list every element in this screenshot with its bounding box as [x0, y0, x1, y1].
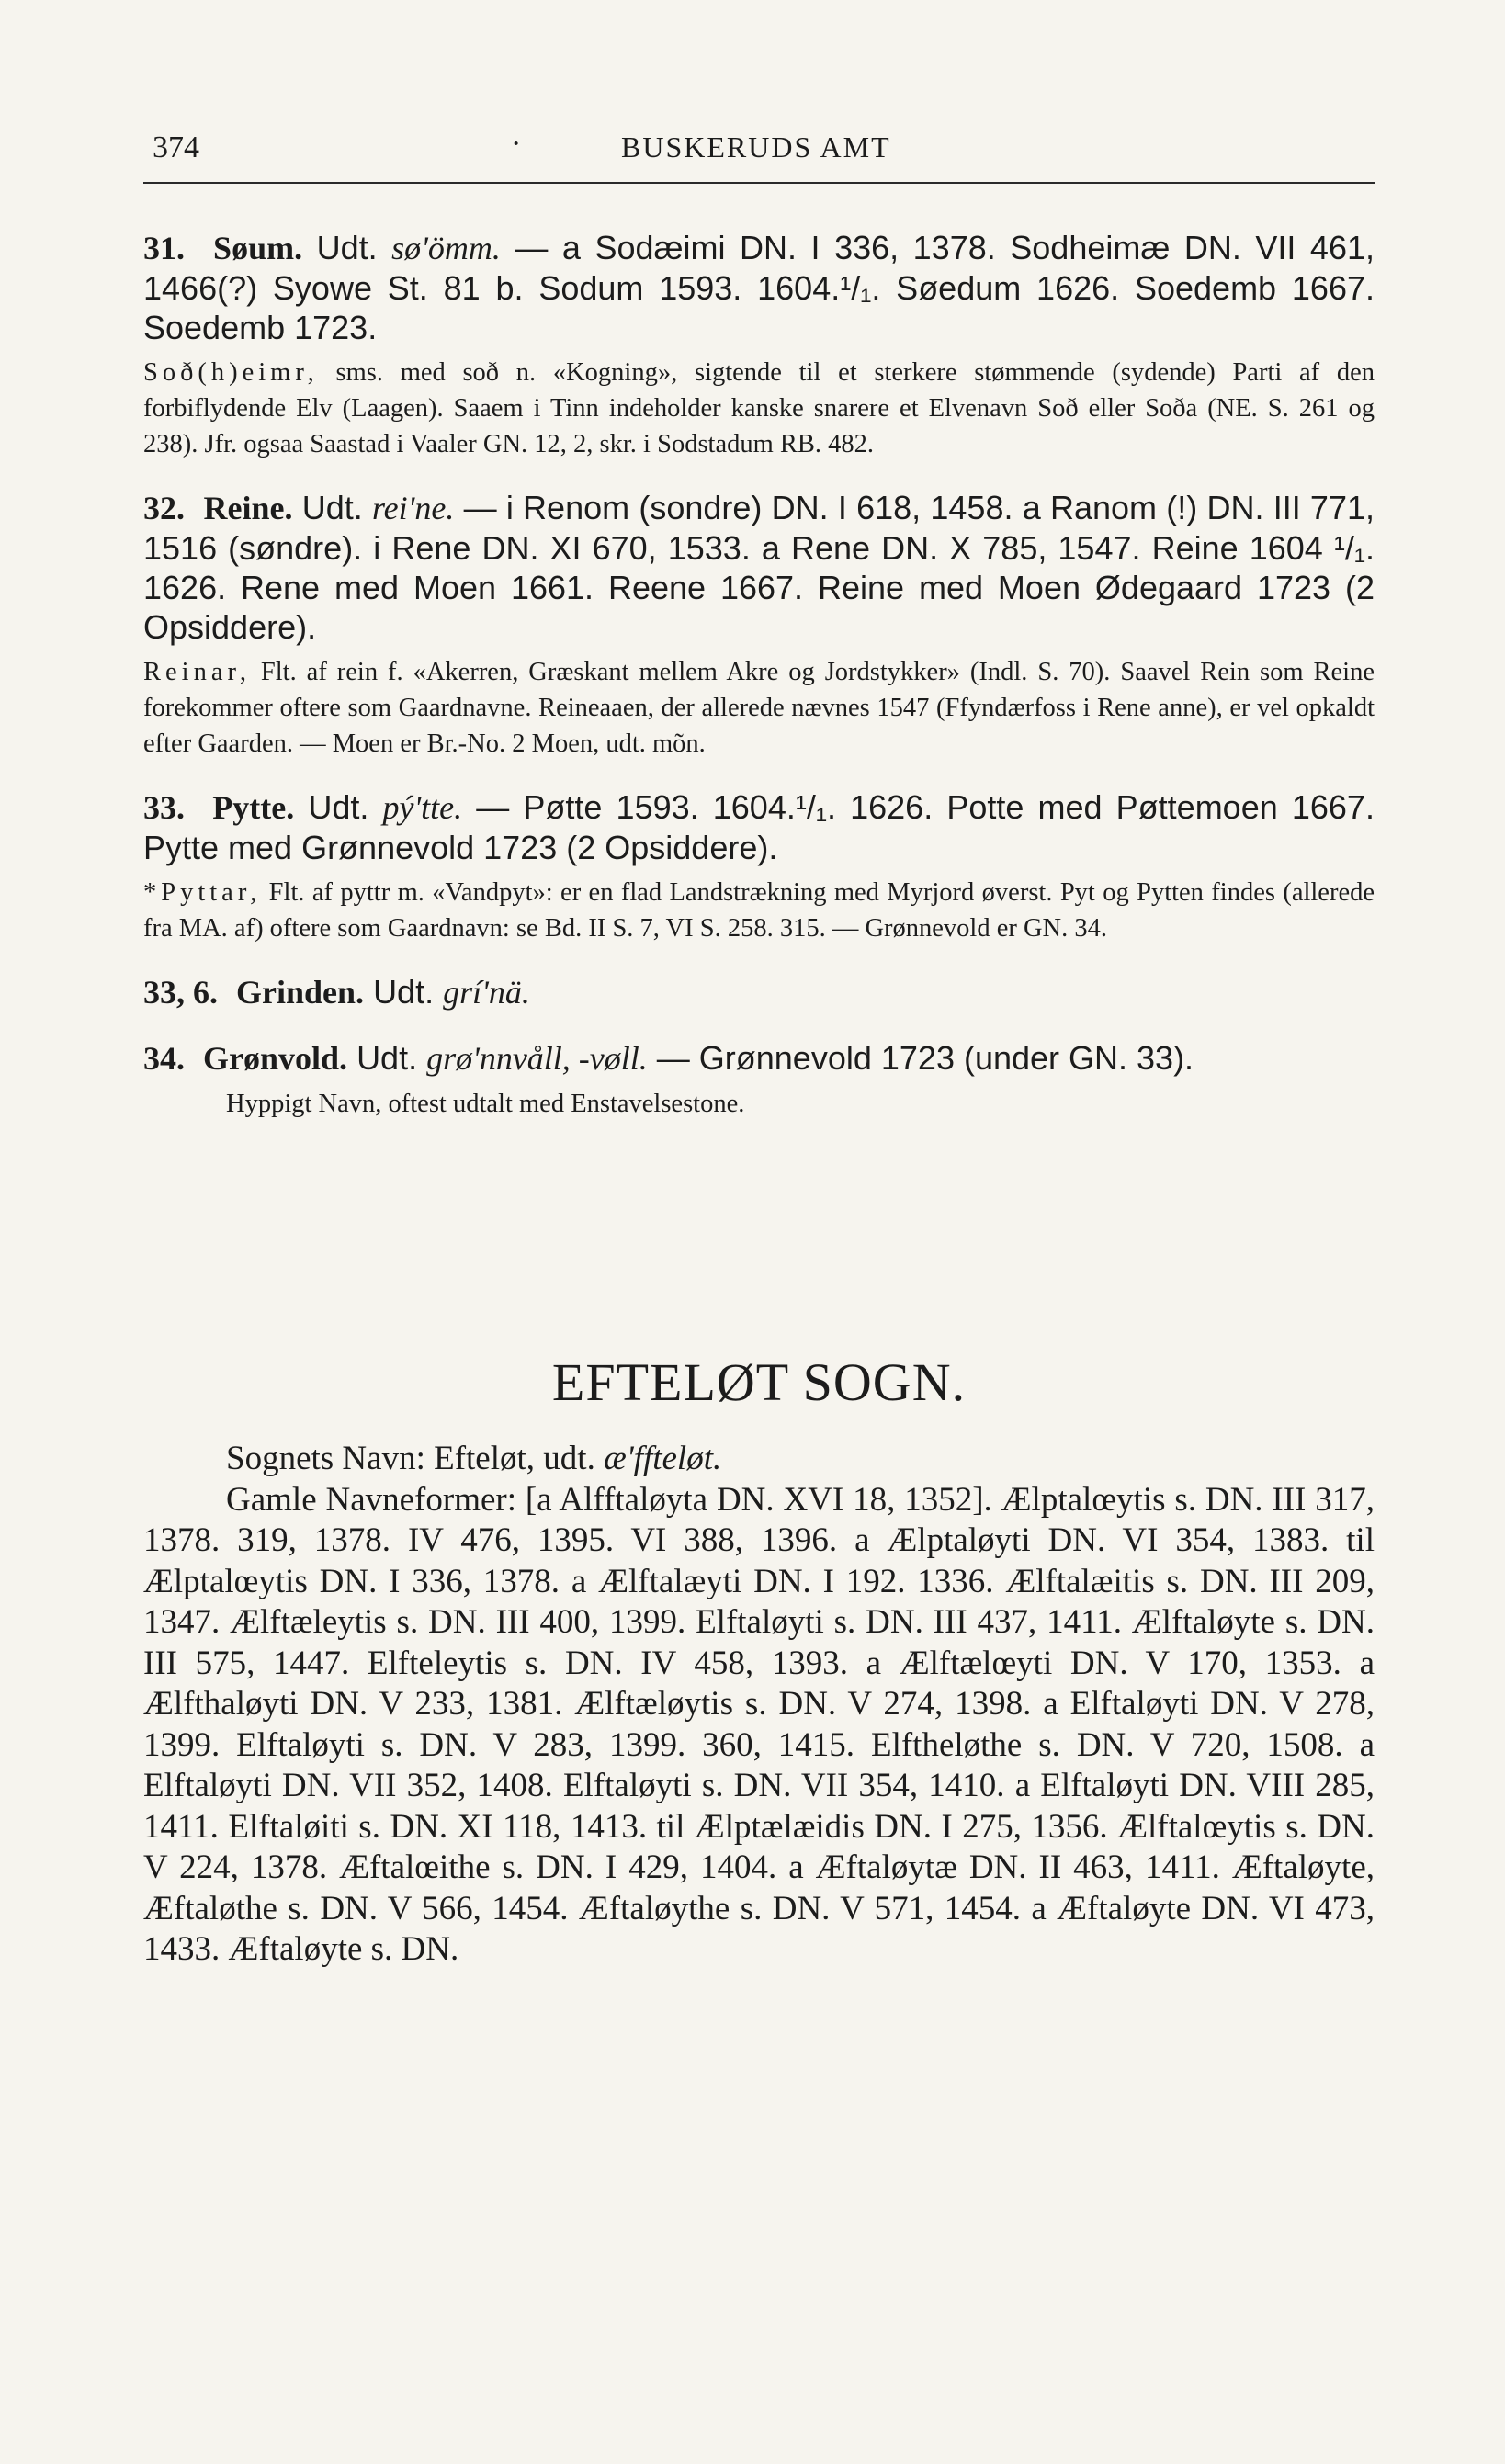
entry-pronunciation: pý'tte.: [382, 789, 463, 826]
entry-33-6: [143, 972, 1375, 1012]
entry-main: [143, 787, 1375, 867]
entry-text: — Grønnevold 1723 (under GN. 33).: [647, 1039, 1194, 1077]
entry-31: [143, 228, 1375, 462]
entry-name: Grinden.: [236, 974, 365, 1011]
parish-name-value: Efteløt, udt.: [434, 1440, 595, 1477]
entry-number: 34.: [143, 1040, 185, 1077]
parish-name-label: Sognets Navn:: [226, 1440, 425, 1477]
parish-name-pronunciation: æ'ffteløt.: [604, 1440, 722, 1477]
entry-main: [143, 488, 1375, 647]
entry-number: 33, 6.: [143, 974, 218, 1011]
entry-note: [143, 1086, 1375, 1122]
page-header: [143, 118, 1375, 184]
page: [143, 118, 1375, 1971]
entry-number: 31.: [143, 230, 185, 266]
running-title: BUSKERUDS AMT: [621, 130, 891, 164]
entry-text: — a Sodæimi DN. I 336, 1378. Sodheimæ DN. VII 461, 1466(?) Syowe St. 81 b. Sodum 1593. 1604.¹/₁. Søedum 1626. Soedemb 1667. Soedemb 1723.: [143, 229, 1375, 346]
entry-34: [143, 1038, 1375, 1122]
entry-name: Pytte.: [212, 789, 295, 826]
entry-33: [143, 787, 1375, 946]
header-separator: ·: [511, 127, 522, 161]
entry-32: [143, 488, 1375, 762]
entry-note: [143, 654, 1375, 762]
entry-text: — i Renom (sondre) DN. I 618, 1458. a Ranom (!) DN. III 771, 1516 (søndre). i Rene DN. XI 670, 1533. a Rene DN. X 785, 1547. Reine 1604 ¹/₁. 1626. Rene med Moen 1661. Reene 1667. Reine med Moen Ødegaard 1723 (2 Opsiddere).: [143, 489, 1375, 646]
udt-label: Udt.: [308, 788, 369, 826]
note-headword: Reinar,: [143, 658, 251, 686]
section-title: EFTELØT SOGN.: [551, 1352, 967, 1412]
page-number: 374: [153, 130, 199, 164]
entry-note: [143, 875, 1375, 946]
note-text: Flt. af rein f. «Akerren, Græskant mellem Akre og Jordstykker» (Indl. S. 70). Saavel Rein som Reine forekommer oftere som Gaardnavne. Reineaaen, der allerede nævnes 1547 (Ffyndærfoss i Rene anne), er vel opkaldt efter Gaarden. — Moen er Br.-No. 2 Moen, udt. mõn.: [143, 658, 1375, 758]
entry-pronunciation: rei'ne.: [372, 490, 455, 526]
entry-main: [143, 228, 1375, 347]
entry-main: [143, 972, 1375, 1012]
entry-name: Søum.: [213, 230, 303, 266]
udt-label: Udt.: [356, 1039, 418, 1077]
udt-label: Udt.: [316, 229, 378, 266]
note-text: sms. med soð n. «Kogning», sigtende til et sterkere stømmende (sydende) Parti af den forbiflydende Elv (Laagen). Saaem i Tinn indeholder kanske snarere et Elvenavn Soð eller Soða (NE. S. 261 og 238). Jfr. ogsaa Saastad i Vaaler GN. 12, 2, skr. i Sodstadum RB. 482.: [143, 358, 1375, 458]
old-name-forms: [143, 1480, 1375, 1971]
entry-note: [143, 355, 1375, 462]
entry-pronunciation: sø'ömm.: [391, 230, 501, 266]
udt-label: Udt.: [301, 489, 363, 526]
entry-pronunciation: grø'nnvåll, -vøll.: [426, 1040, 648, 1077]
parish-name: [143, 1439, 1375, 1480]
note-text: Hyppigt Navn, oftest udtalt med Enstavelsestone.: [226, 1090, 745, 1118]
old-name-forms-text: Gamle Navneformer: [a Alfftaløyta DN. XVI 18, 1352]. Ælptalœytis s. DN. III 317, 1378. 319, 1378. IV 476, 1395. VI 388, 1396. a Ælptaløyti DN. VI 354, 1383. til Ælptalœytis DN. I 336, 1378. a Ælftalæyti DN. I 192. 1336. Ælftalæitis s. DN. III 209, 1347. Ælftæleytis s. DN. III 400, 1399. Elftaløyti s. DN. III 437, 1411. Ælftaløyte s. DN. III 575, 1447. Elfteleytis s. DN. IV 458, 1393. a Ælftælœyti DN. V 170, 1353. a Ælfthaløyti DN. V 233, 1381. Ælftæløytis s. DN. V 274, 1398. a Elftaløyti DN. V 278, 1399. Elftaløyti s. DN. V 283, 1399. 360, 1415. Elftheløthe s. DN. V 720, 1508. a Elftaløyti DN. VII 352, 1408. Elftaløyti s. DN. VII 354, 1410. a Elftaløyti DN. VIII 285, 1411. Elftaløiti s. DN. XI 118, 1413. til Ælptælæidis DN. I 275, 1356. Ælftalœytis s. DN. V 224, 1378. Æftalœithe s. DN. I 429, 1404. a Æftaløytæ DN. II 463, 1411. Æftaløyte, Æftaløthe s. DN. V 566, 1454. Æftaløythe s. DN. V 571, 1454. a Æftaløyte DN. VI 473, 1433. Æftaløyte s. DN.: [143, 1480, 1375, 1968]
entry-number: 32.: [143, 490, 185, 526]
udt-label: Udt.: [373, 973, 435, 1011]
entry-name: Reine.: [203, 490, 293, 526]
entry-name: Grønvold.: [203, 1040, 348, 1077]
note-text: Flt. af pyttr m. «Vandpyt»: er en flad Landstrækning med Myrjord øverst. Pyt og Pytten findes (allerede fra MA. af) oftere som Gaardnavn: se Bd. II S. 7, VI S. 258. 315. — Grønnevold er GN. 34.: [143, 878, 1375, 943]
entry-main: [143, 1038, 1375, 1079]
entry-pronunciation: grí'nä.: [443, 974, 530, 1011]
note-headword: Soð(h)eimr,: [143, 358, 319, 387]
entry-number: 33.: [143, 789, 185, 826]
note-headword: *Pyttar,: [143, 878, 262, 907]
entries: [143, 228, 1375, 1122]
entry-text: — Pøtte 1593. 1604.¹/₁. 1626. Potte med Pøttemoen 1667. Pytte med Grønnevold 1723 (2 Opsiddere).: [143, 788, 1375, 866]
